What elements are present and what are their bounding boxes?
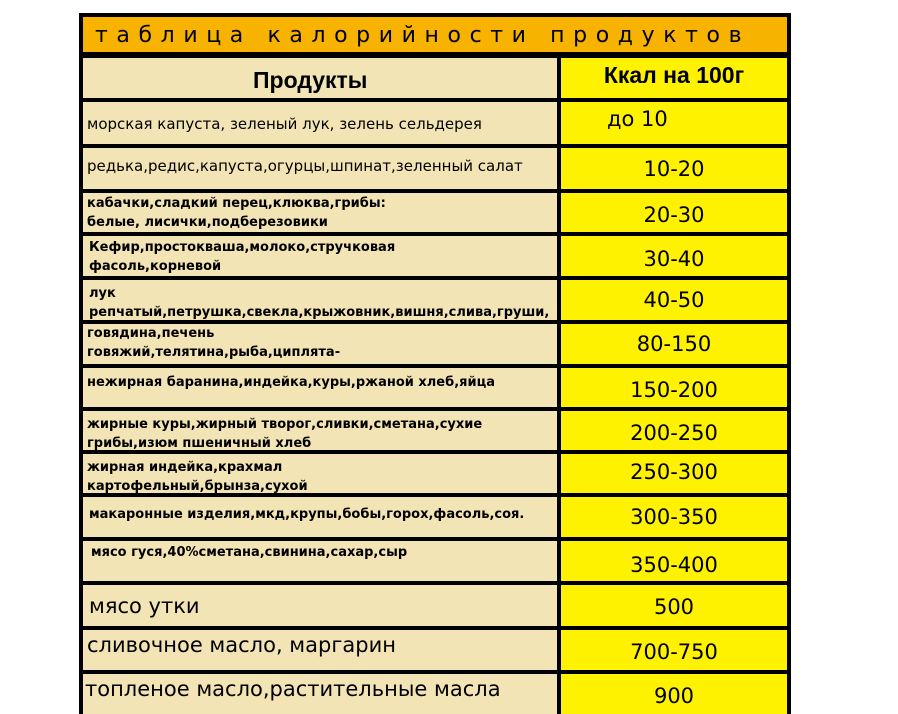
- table-row-product: лук репчатый,петрушка,свекла,крыжовник,вишня,слива,груши,: [83, 280, 557, 320]
- table-row-kcal: 900: [561, 674, 787, 714]
- column-header-kcal: Ккал на 100г: [561, 58, 787, 98]
- table-row-kcal: 700-750: [561, 630, 787, 670]
- table-row-product: сливочное масло, маргарин: [83, 630, 557, 670]
- table-row-product: говядина,печень говяжий,телятина,рыба,циплята-: [83, 324, 557, 364]
- table-row-product: топленое масло,растительные масла: [83, 674, 557, 714]
- table-row-product: мясо гуся,40%сметана,свинина,сахар,сыр: [83, 541, 557, 581]
- table-row-product: кабачки,сладкий перец,клюква,грибы: белые, лисички,подберезовики: [83, 193, 557, 232]
- table-title: таблица калорийности продуктов: [83, 17, 787, 52]
- table-row-product: морская капуста, зеленый лук, зелень сельдерея: [83, 102, 557, 144]
- table-row-product: редька,редис,капуста,огурцы,шпинат,зеленный салат: [83, 148, 557, 189]
- table-row-kcal: 250-300: [561, 454, 787, 493]
- table-row-product: нежирная баранина,индейка,куры,ржаной хлеб,яйца: [83, 368, 557, 407]
- table-row-product: макаронные изделия,мкд,крупы,бобы,горох,фасоль,соя.: [83, 497, 557, 537]
- table-row-kcal: 350-400: [561, 541, 787, 581]
- table-row-kcal: 10-20: [561, 148, 787, 189]
- table-row-kcal: 300-350: [561, 497, 787, 537]
- table-row-product: жирная индейка,крахмал картофельный,брынза,сухой: [83, 454, 557, 493]
- table-row-kcal: 20-30: [561, 193, 787, 232]
- table-row-kcal: 200-250: [561, 411, 787, 450]
- table-row-product: Кефир,простокваша,молоко,стручковая фасоль,корневой: [83, 236, 557, 276]
- table-row-kcal: до 10: [561, 102, 787, 144]
- table-row-kcal: 150-200: [561, 368, 787, 407]
- table-row-product: жирные куры,жирный творог,сливки,сметана,сухие грибы,изюм пшеничный хлеб: [83, 411, 557, 450]
- table-row-kcal: 40-50: [561, 280, 787, 320]
- table-row-product: мясо утки: [83, 585, 557, 626]
- table-row-kcal: 80-150: [561, 324, 787, 364]
- table-row-kcal: 500: [561, 585, 787, 626]
- column-header-products: Продукты: [83, 58, 557, 98]
- table-row-kcal: 30-40: [561, 236, 787, 276]
